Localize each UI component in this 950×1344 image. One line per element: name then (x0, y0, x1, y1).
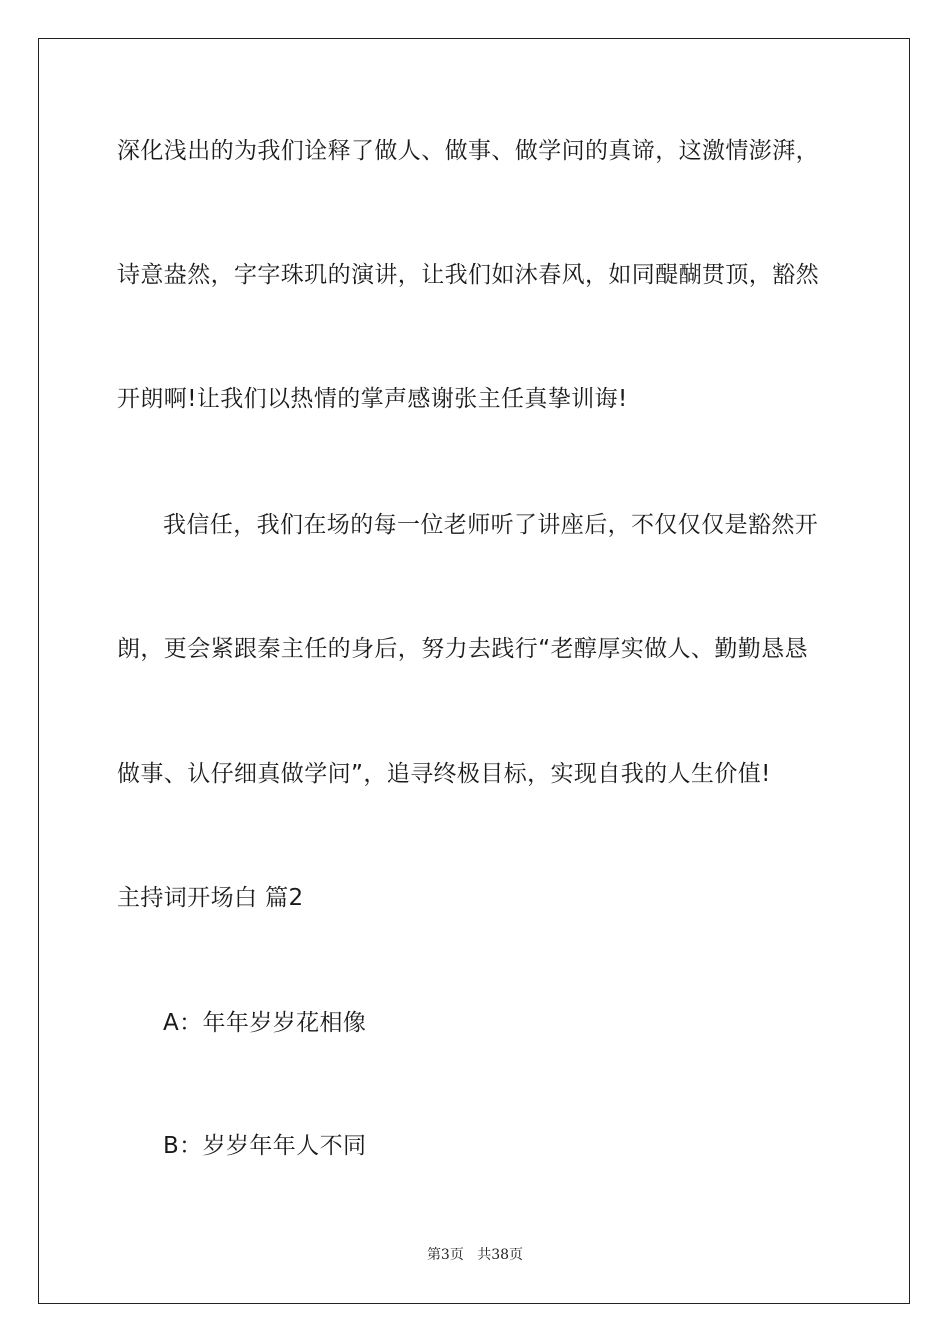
paragraph-line-5: 朗，更会紧跟秦主任的身后，努力去践行“老醇厚实做人、勤勤恳恳 (117, 636, 808, 662)
paragraph-line-4: 我信任，我们在场的每一位老师听了讲座后，不仅仅仅是豁然开 (163, 512, 819, 538)
total-pages: 共38页 (477, 1247, 524, 1263)
page-number: 第3页 (426, 1247, 464, 1263)
page-border (38, 38, 910, 1304)
dialogue-line-b: B：岁岁年年人不同 (163, 1133, 367, 1159)
paragraph-line-1: 深化浅出的为我们诠释了做人、做事、做学问的真谛，这激情澎湃， (117, 138, 819, 164)
paragraph-line-3: 开朗啊!让我们以热情的掌声感谢张主任真挚训诲! (117, 386, 628, 412)
paragraph-line-6: 做事、认仔细真做学问”，追寻终极目标，实现自我的人生价值! (117, 761, 771, 787)
paragraph-line-2: 诗意盎然，字字珠玑的演讲，让我们如沐春风，如同醍醐贯顶，豁然 (117, 262, 819, 288)
section-heading: 主持词开场白 篇2 (117, 885, 304, 911)
dialogue-line-a: A：年年岁岁花相像 (163, 1010, 367, 1036)
page-footer (0, 1246, 950, 1264)
